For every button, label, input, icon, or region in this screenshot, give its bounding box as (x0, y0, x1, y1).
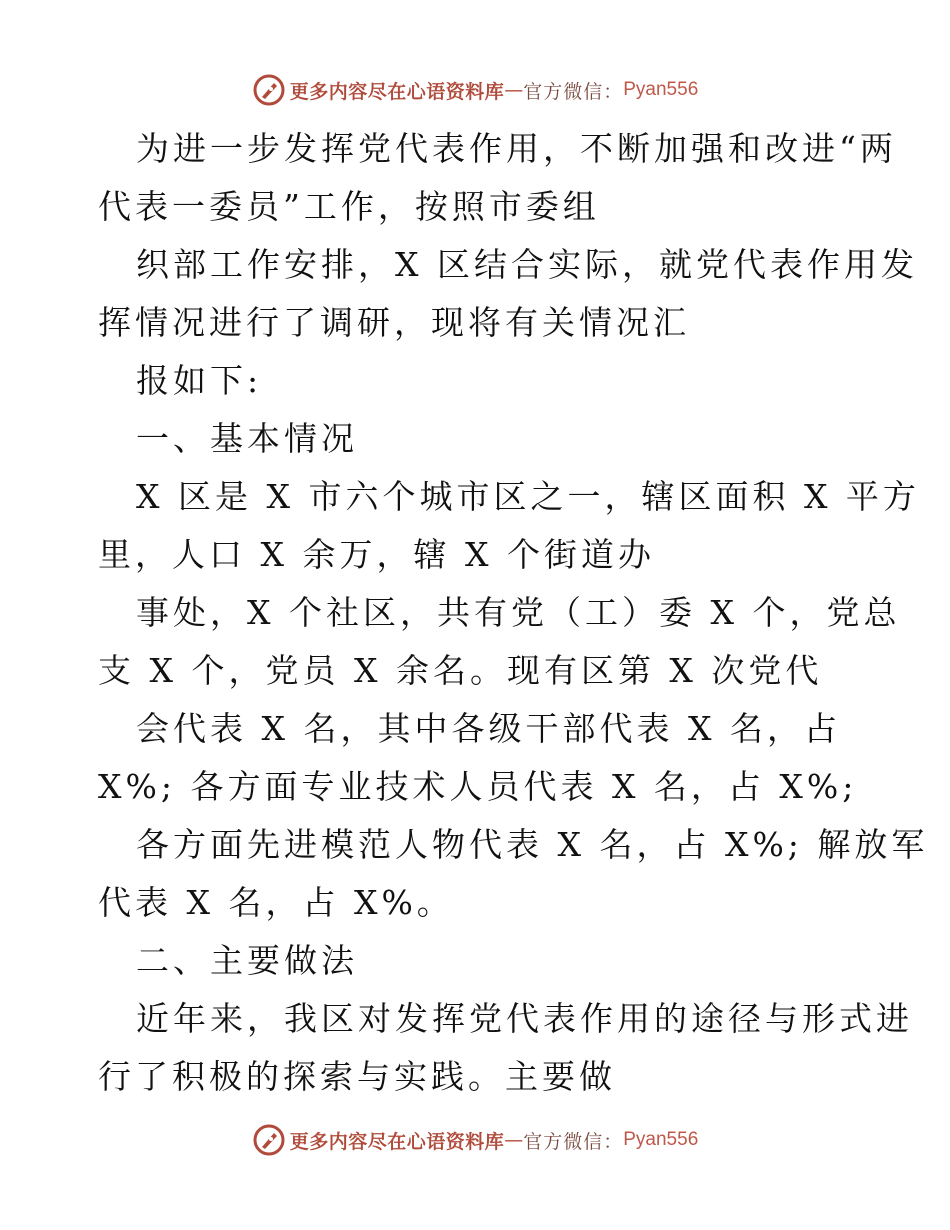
text-line: 挥情况进行了调研，现将有关情况汇 (98, 303, 690, 342)
text-line: X%; 各方面专业技术人员代表 X 名，占 X%; (98, 767, 858, 806)
banner-official-label: 官方微信： (523, 80, 624, 103)
section-heading: 一、基本情况 (136, 419, 358, 458)
text-line: 支 X 个，党员 X 余名。现有区第 X 次党代 (98, 651, 823, 690)
pen-nib-logo-icon (252, 73, 286, 107)
banner-main-text: 更多内容尽在心语资料库 (289, 1130, 505, 1153)
footer-banner (0, 1120, 950, 1160)
banner-account: Pyan556 (623, 79, 699, 100)
text-line: 行了积极的探索与实践。主要做 (98, 1057, 616, 1096)
banner-official-label: 官方微信： (523, 1130, 624, 1153)
text-line: 事处，X 个社区，共有党（工）委 X 个，党总 (136, 593, 901, 632)
section-heading: 二、主要做法 (136, 941, 358, 980)
text-line: X 区是 X 市六个城市区之一，辖区面积 X 平方 (136, 477, 920, 516)
text-line: 为进一步发挥党代表作用，不断加强和改进“两 (136, 129, 897, 168)
text-line: 报如下: (136, 361, 263, 400)
header-banner (0, 70, 950, 110)
text-line: 里，人口 X 余万，辖 X 个街道办 (98, 535, 655, 574)
banner-separator: — (504, 1129, 524, 1151)
banner-main-text: 更多内容尽在心语资料库 (289, 80, 505, 103)
text-line: 近年来，我区对发挥党代表作用的途径与形式进 (136, 999, 913, 1038)
document-body (98, 120, 929, 1106)
text-line: 代表 X 名，占 X%。 (98, 883, 454, 922)
text-line: 代表一委员”工作，按照市委组 (98, 187, 600, 226)
pen-nib-logo-icon (252, 1123, 286, 1157)
text-line: 会代表 X 名，其中各级干部代表 X 名，占 (136, 709, 841, 748)
banner-account: Pyan556 (623, 1129, 699, 1150)
banner-separator: — (504, 79, 524, 101)
text-line: 织部工作安排，X 区结合实际，就党代表作用发 (136, 245, 918, 284)
text-line: 各方面先进模范人物代表 X 名，占 X%; 解放军 (136, 825, 929, 864)
